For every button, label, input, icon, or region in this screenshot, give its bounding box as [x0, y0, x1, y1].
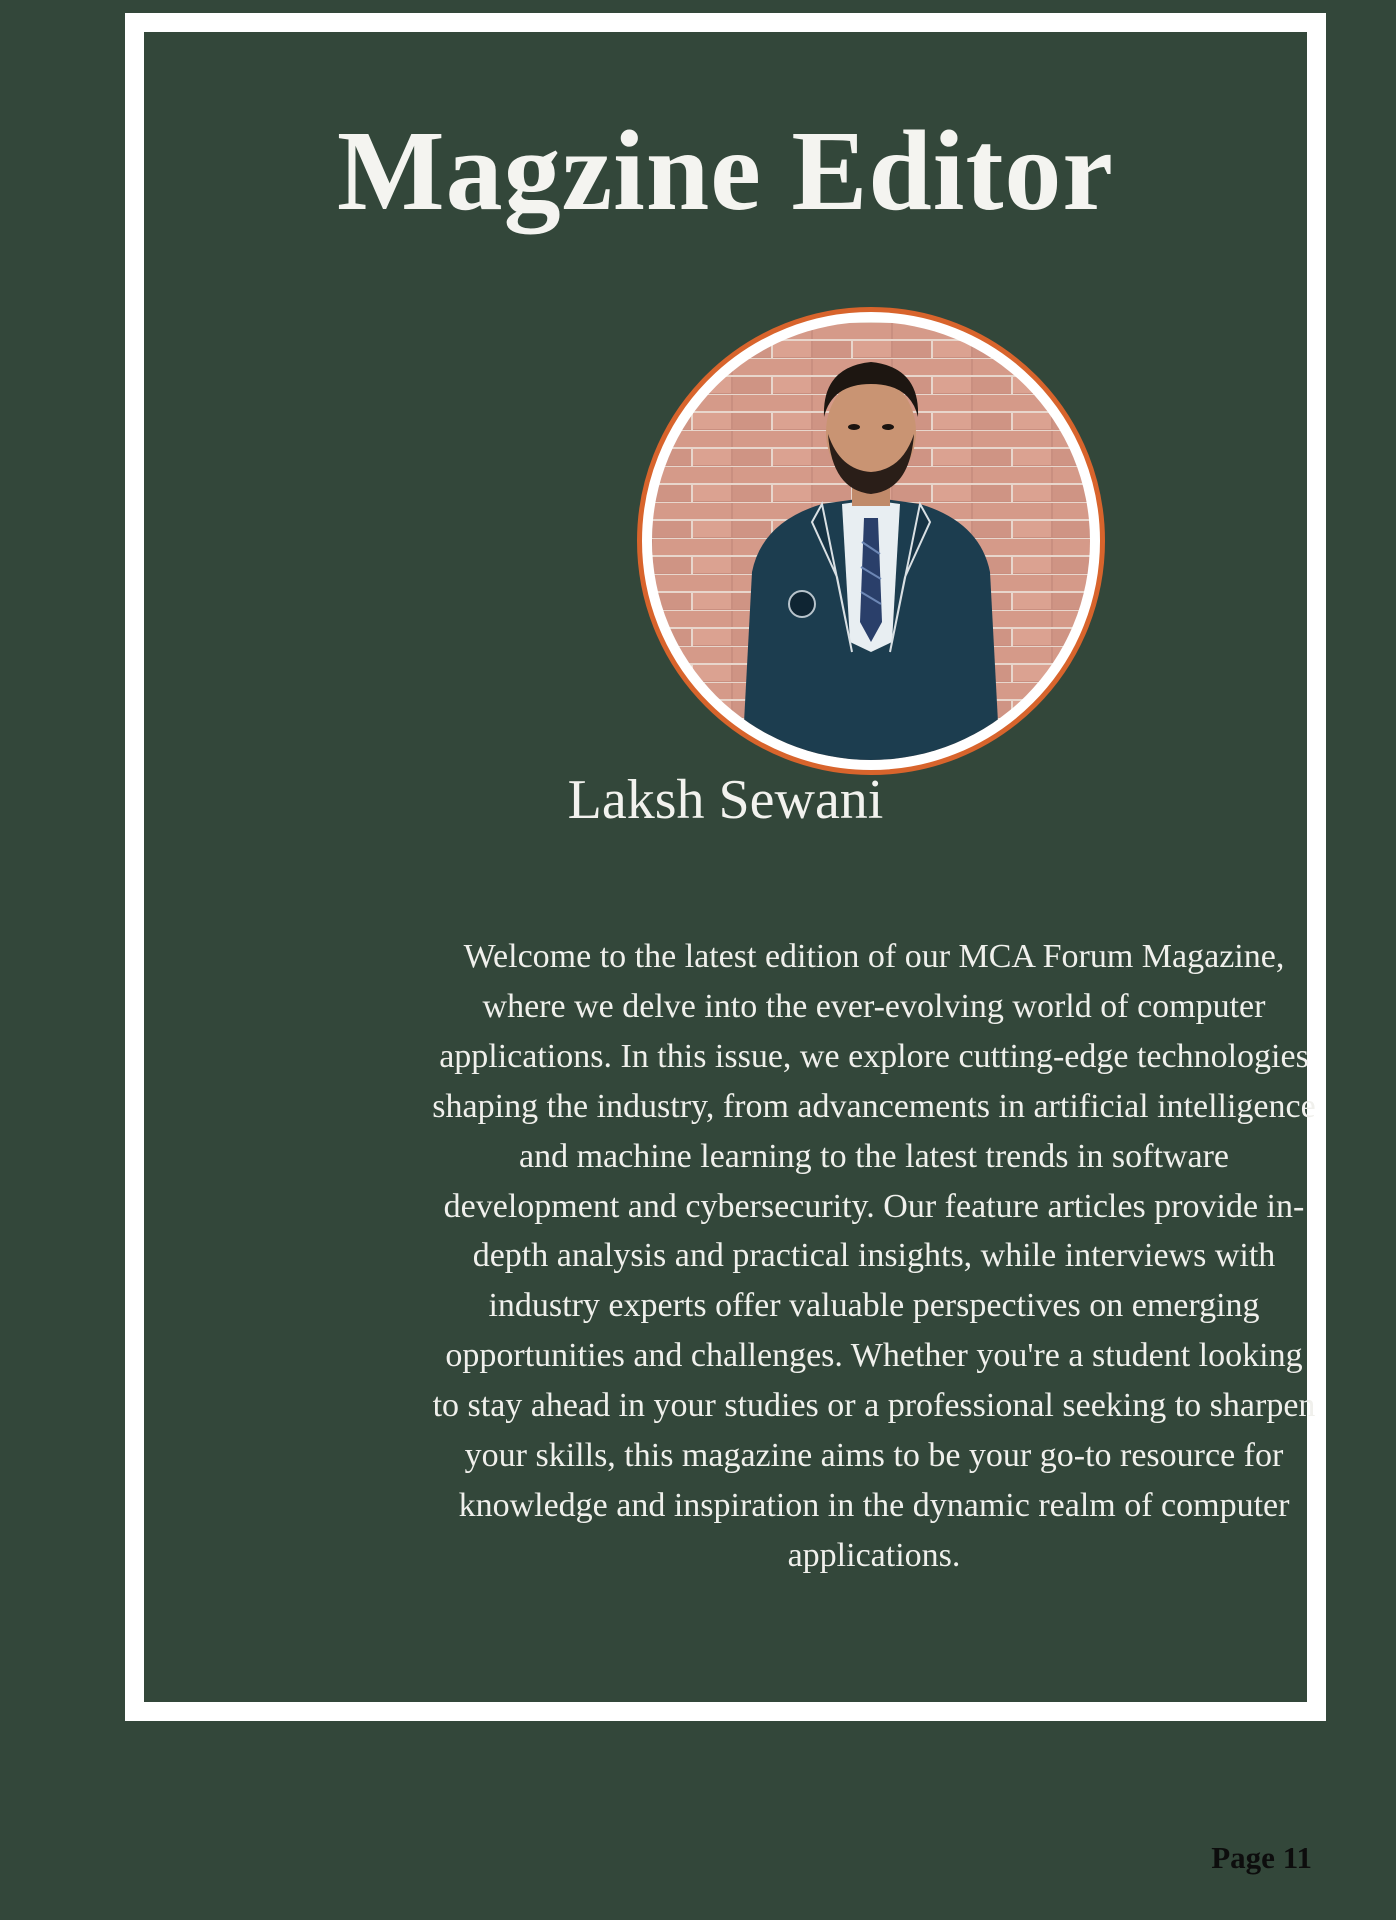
body-line: Welcome to the latest edition of our MCA Forum Magazine,: [463, 938, 1285, 975]
body-line: to stay ahead in your studies or a professional seeking to sharpen: [432, 1387, 1316, 1425]
body-line: depth analysis and practical insights, while interviews with: [472, 1237, 1276, 1275]
body-line: and machine learning to the latest trends in software: [519, 1137, 1229, 1175]
body-line: shaping the industry, from advancements in artificial intelligence: [432, 1087, 1316, 1125]
body-line: development and cybersecurity. Our feature articles provide in-: [443, 1187, 1305, 1225]
editor-name: Laksh Sewani: [567, 769, 884, 831]
body-line: your skills, this magazine aims to be your go-to resource for: [464, 1437, 1284, 1475]
body-line: applications. In this issue, we explore cutting-edge technologies: [439, 1037, 1309, 1075]
page-number: Page 11: [1211, 1840, 1312, 1875]
body-line: where we delve into the ever-evolving world of computer: [482, 987, 1266, 1025]
body-line: industry experts offer valuable perspectives on emerging: [488, 1287, 1260, 1325]
body-line: applications.: [787, 1536, 961, 1574]
body-line: opportunities and challenges. Whether you're a student looking: [445, 1337, 1303, 1375]
body-line: knowledge and inspiration in the dynamic realm of computer: [458, 1486, 1290, 1524]
page-title: Magzine Editor: [336, 107, 1115, 234]
editor-message: [354, 932, 1394, 1581]
page-frame: [125, 13, 1326, 1721]
editor-portrait-image: [652, 322, 1090, 760]
editor-photo: [637, 307, 1105, 775]
